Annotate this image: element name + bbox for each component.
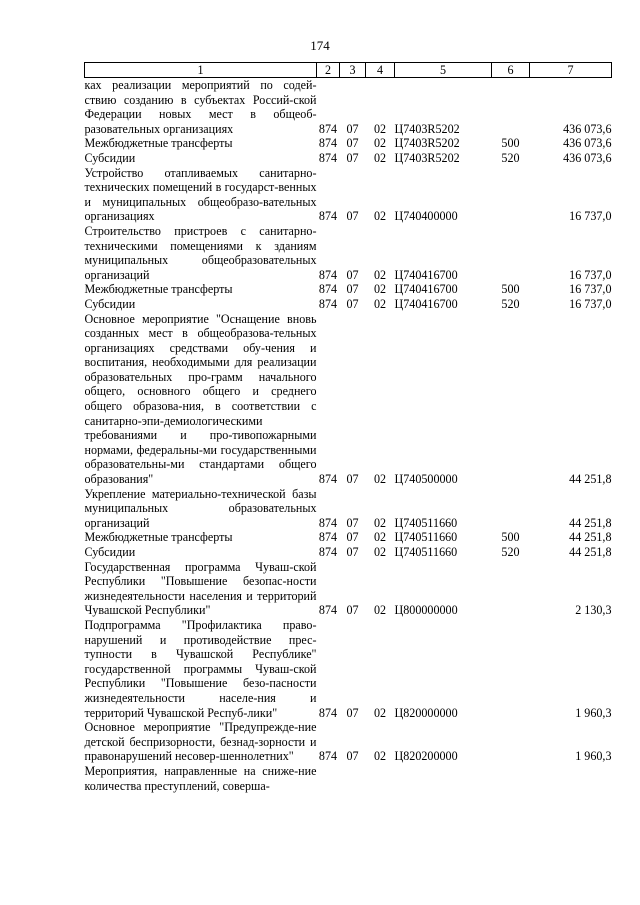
table-row bbox=[85, 224, 612, 282]
row-expense-type bbox=[492, 224, 530, 282]
row-name: Основное мероприятие "Оснащение вновь созданных мест в общеобразова-тельных организациях средствами обу-чения и воспитания, необходимыми для реализации образовательных про-грамм начального общего, основного общего и среднего общего образова-ния, в соответствии с санитарно-эпи-демиологическими требованиями и про-тивопожарными нормами, федеральны-ми государственными образовательны-ми стандартами общего образования" bbox=[84, 311, 317, 487]
header-col-1: 1 bbox=[85, 63, 317, 78]
row-ministry-code: 874 bbox=[318, 282, 338, 297]
table-row bbox=[85, 151, 612, 166]
row-expense-type bbox=[492, 312, 530, 487]
row-ministry-code: 874 bbox=[318, 603, 338, 618]
row-name: Подпрограмма "Профилактика право-нарушений и противодействие прес-тупности в Чувашской Республике" государственной программы Чуваш-ской Республики "Повышение безо-пасности жизнедеятельности населе-ния и территорий Чувашской Респуб-лики" bbox=[84, 617, 317, 720]
table-row bbox=[85, 136, 612, 151]
row-expense-type bbox=[492, 720, 530, 764]
row-ministry-code: 874 bbox=[318, 121, 338, 136]
row-subsection: 02 bbox=[373, 136, 387, 151]
row-expense-type: 500 bbox=[501, 282, 520, 297]
row-target-article: Ц740511660 bbox=[394, 545, 458, 559]
page-number: 174 bbox=[310, 38, 330, 53]
row-ministry-code: 874 bbox=[318, 545, 338, 559]
row-ministry-code: 874 bbox=[318, 150, 338, 165]
row-section: 07 bbox=[346, 282, 359, 297]
row-amount: 44 251,8 bbox=[569, 472, 612, 487]
table-row bbox=[85, 764, 612, 793]
row-ministry-code: 874 bbox=[318, 705, 338, 720]
table-row bbox=[85, 618, 612, 720]
table-row bbox=[85, 78, 612, 137]
row-expense-type: 520 bbox=[501, 150, 520, 165]
row-name: Устройство отапливаемых санитарно-технических помещений в государст-венных и муниципальных общеобразо-вательных организациях bbox=[84, 165, 317, 224]
row-amount: 44 251,8 bbox=[569, 530, 612, 545]
row-target-article: Ц7403R5202 bbox=[394, 136, 460, 151]
row-subsection: 02 bbox=[373, 282, 387, 297]
table-row bbox=[85, 487, 612, 531]
row-subsection: 02 bbox=[373, 545, 387, 559]
row-section: 07 bbox=[346, 705, 359, 720]
row-expense-type: 500 bbox=[501, 530, 520, 545]
row-target-article: Ц820200000 bbox=[394, 749, 458, 764]
row-section: 07 bbox=[346, 209, 359, 224]
row-target-article: Ц740500000 bbox=[394, 472, 458, 487]
row-amount: 2 130,3 bbox=[575, 603, 612, 618]
row-amount: 16 737,0 bbox=[569, 282, 612, 297]
row-subsection: 02 bbox=[373, 530, 387, 545]
row-section: 07 bbox=[346, 530, 359, 545]
row-target-article: Ц740400000 bbox=[394, 209, 458, 224]
row-expense-type: 520 bbox=[501, 296, 520, 311]
header-col-5: 5 bbox=[395, 63, 492, 78]
row-section: 07 bbox=[346, 296, 359, 311]
row-subsection: 02 bbox=[373, 472, 387, 487]
row-target-article: Ц820000000 bbox=[394, 705, 458, 720]
header-col-7: 7 bbox=[530, 63, 612, 78]
row-ministry-code: 874 bbox=[318, 209, 338, 224]
header-col-2: 2 bbox=[317, 63, 340, 78]
row-amount: 16 737,0 bbox=[569, 267, 612, 282]
row-ministry-code bbox=[317, 764, 340, 793]
row-ministry-code: 874 bbox=[318, 472, 338, 487]
row-name: Укрепление материально-технической базы муниципальных образовательных организаций bbox=[84, 486, 317, 530]
row-name: ках реализации мероприятий по содей-ствию созданию в субъектах Россий-ской Федерации новых мест в общеоб-разовательных организациях bbox=[84, 78, 317, 136]
budget-table bbox=[84, 62, 612, 793]
header-col-4: 4 bbox=[366, 63, 395, 78]
row-amount: 16 737,0 bbox=[569, 209, 612, 224]
header-col-3: 3 bbox=[340, 63, 366, 78]
table-row bbox=[85, 282, 612, 297]
row-expense-type bbox=[492, 560, 530, 618]
row-amount: 1 960,3 bbox=[575, 749, 612, 764]
row-target-article: Ц7403R5202 bbox=[394, 150, 460, 165]
row-target-article: Ц740511660 bbox=[394, 530, 458, 545]
row-target-article: Ц740416700 bbox=[394, 282, 458, 297]
row-subsection: 02 bbox=[373, 705, 387, 720]
row-target-article: Ц7403R5202 bbox=[394, 121, 460, 136]
row-expense-type bbox=[492, 487, 530, 531]
row-expense-type bbox=[492, 764, 530, 793]
header-col-6: 6 bbox=[492, 63, 530, 78]
row-target-article: Ц740511660 bbox=[394, 515, 458, 530]
row-name: Межбюджетные трансферты bbox=[84, 282, 233, 297]
row-expense-type bbox=[492, 78, 530, 137]
row-subsection: 02 bbox=[373, 267, 387, 282]
row-target-article bbox=[395, 764, 492, 793]
row-section: 07 bbox=[346, 472, 359, 487]
row-subsection: 02 bbox=[373, 749, 387, 764]
row-section bbox=[340, 764, 366, 793]
row-target-article: Ц740416700 bbox=[394, 267, 458, 282]
row-ministry-code: 874 bbox=[318, 515, 338, 530]
row-amount: 44 251,8 bbox=[569, 515, 612, 530]
row-section: 07 bbox=[346, 515, 359, 530]
row-subsection: 02 bbox=[373, 121, 387, 136]
row-subsection: 02 bbox=[373, 515, 387, 530]
row-subsection: 02 bbox=[373, 296, 387, 311]
row-ministry-code: 874 bbox=[318, 296, 338, 311]
row-ministry-code: 874 bbox=[318, 136, 338, 151]
header-row bbox=[85, 63, 612, 78]
table-row bbox=[85, 560, 612, 618]
row-section: 07 bbox=[346, 267, 359, 282]
row-subsection: 02 bbox=[373, 603, 387, 618]
row-expense-type: 520 bbox=[501, 545, 520, 559]
row-ministry-code: 874 bbox=[318, 267, 338, 282]
row-target-article: Ц800000000 bbox=[394, 603, 458, 618]
row-ministry-code: 874 bbox=[318, 530, 338, 545]
table-row bbox=[85, 545, 612, 560]
row-name: Государственная программа Чуваш-ской Республики "Повышение безопас-ности жизнедеятельности населения и территорий Чувашской Республики" bbox=[84, 559, 317, 618]
table-row bbox=[85, 166, 612, 224]
row-expense-type: 500 bbox=[501, 136, 520, 151]
row-amount bbox=[530, 764, 612, 793]
row-subsection: 02 bbox=[373, 209, 387, 224]
row-name: Субсидии bbox=[84, 150, 136, 165]
table-row bbox=[85, 297, 612, 312]
row-amount: 1 960,3 bbox=[575, 705, 612, 720]
table-row bbox=[85, 530, 612, 545]
row-name: Строительство пристроев с санитарно-техническими помещениями к зданиям муниципальных общеобразовательных организаций bbox=[84, 223, 317, 282]
row-section: 07 bbox=[346, 121, 359, 136]
row-expense-type bbox=[492, 618, 530, 720]
row-amount: 16 737,0 bbox=[569, 296, 612, 311]
row-section: 07 bbox=[346, 136, 359, 151]
row-name: Межбюджетные трансферты bbox=[84, 136, 233, 151]
row-amount: 44 251,8 bbox=[569, 545, 612, 559]
row-subsection bbox=[366, 764, 395, 793]
row-amount: 436 073,6 bbox=[563, 150, 612, 165]
row-name: Субсидии bbox=[84, 545, 136, 559]
row-name: Основное мероприятие "Предупрежде-ние детской беспризорности, безнад-зорности и правонарушений несовер-шеннолетних" bbox=[84, 720, 317, 764]
row-amount: 436 073,6 bbox=[563, 121, 612, 136]
row-ministry-code: 874 bbox=[318, 749, 338, 764]
row-amount: 436 073,6 bbox=[563, 136, 612, 151]
row-name: Субсидии bbox=[84, 296, 136, 311]
row-expense-type bbox=[492, 166, 530, 224]
row-target-article: Ц740416700 bbox=[394, 296, 458, 311]
row-subsection: 02 bbox=[373, 150, 387, 165]
row-name: Мероприятия, направленные на сниже-ние количества преступлений, соверша- bbox=[84, 763, 317, 793]
row-section: 07 bbox=[346, 150, 359, 165]
row-section: 07 bbox=[346, 749, 359, 764]
table-row bbox=[85, 720, 612, 764]
table-row bbox=[85, 312, 612, 487]
row-name: Межбюджетные трансферты bbox=[84, 530, 233, 545]
row-section: 07 bbox=[346, 603, 359, 618]
row-section: 07 bbox=[346, 545, 359, 559]
